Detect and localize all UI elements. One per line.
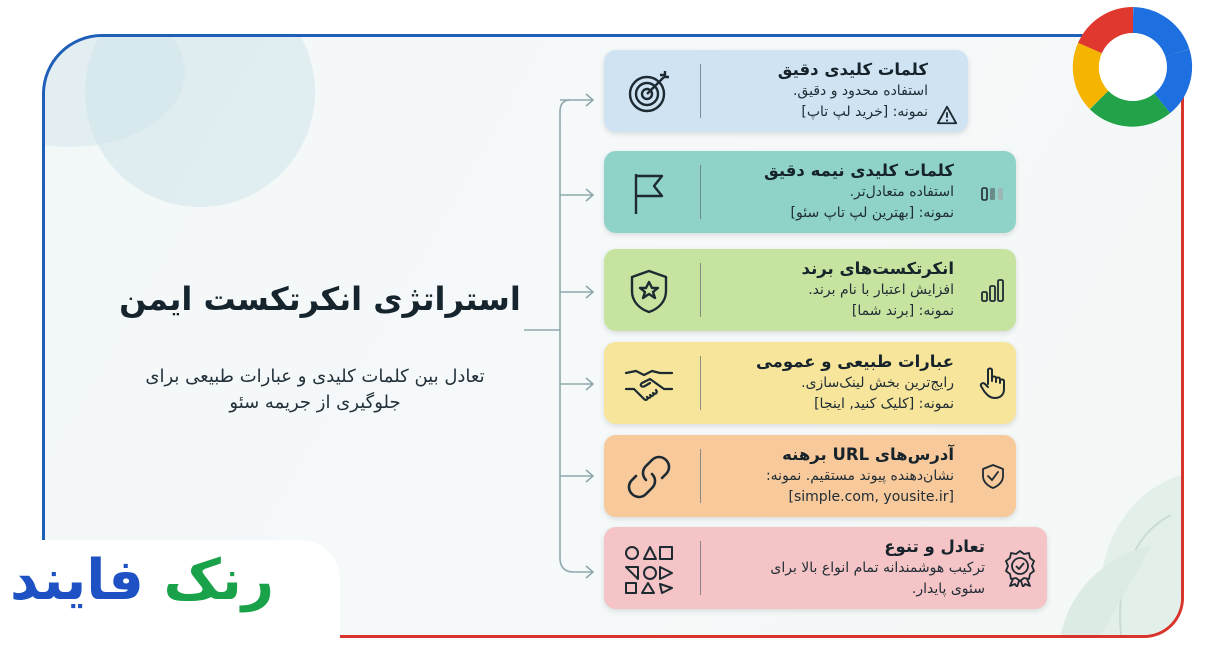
tree-connector	[520, 80, 610, 590]
card-divider	[700, 263, 701, 317]
handshake-icon	[624, 359, 674, 409]
subtitle-line: جلوگیری از جریمه سئو	[229, 392, 401, 414]
card-description: ترکیب هوشمندانه تمام انواع بالا برای	[770, 560, 985, 577]
card-brand-anchors	[604, 249, 1016, 331]
card-naked-urls	[604, 435, 1016, 517]
card-partial-keywords	[604, 151, 1016, 233]
brand-word-green: رنک	[163, 548, 275, 613]
card-title: عبارات طبیعی و عمومی	[755, 352, 954, 371]
card-title: کلمات کلیدی دقیق	[777, 60, 928, 79]
brand-wordmark	[10, 548, 274, 613]
card-example: سئوی پایدار.	[911, 580, 985, 597]
card-example: نمونه: [برند شما]	[851, 302, 954, 319]
link-icon	[624, 452, 674, 502]
card-natural-phrases	[604, 342, 1016, 424]
signal-bars-icon	[980, 277, 1006, 303]
card-text	[778, 59, 928, 122]
target-icon	[624, 67, 674, 117]
card-description: افزایش اعتبار با نام برند.	[808, 282, 954, 299]
card-exact-keywords	[604, 50, 968, 132]
card-divider	[700, 64, 701, 118]
shield-star-icon	[624, 266, 674, 316]
card-title: انکرتکست‌های برند	[801, 259, 954, 278]
shapes-icon	[624, 544, 674, 594]
card-description: نشان‌دهنده پیوند مستقیم. نمونه:	[765, 468, 954, 485]
card-title: کلمات کلیدی نیمه دقیق	[764, 161, 954, 180]
subtitle-line: تعادل بین کلمات کلیدی و عبارات طبیعی برای	[145, 366, 485, 387]
card-title: تعادل و تنوع	[884, 537, 985, 556]
card-text	[766, 444, 954, 507]
page-title: استراتژی انکرتکست ایمن	[119, 280, 521, 318]
card-description: استفاده متعادل‌تر.	[849, 184, 954, 201]
card-divider	[700, 541, 701, 595]
card-text	[764, 160, 954, 223]
card-example: نمونه: [خرید لپ تاپ]	[801, 103, 928, 120]
award-icon	[1003, 549, 1037, 587]
card-example: نمونه: [بهترین لپ تاپ سئو]	[790, 204, 954, 221]
card-text	[802, 258, 954, 321]
card-example: [simple.com, yousite.ir]	[788, 488, 954, 505]
warning-icon	[936, 104, 958, 126]
card-divider	[700, 165, 701, 219]
card-divider	[700, 356, 701, 410]
brand-word-blue: فایند	[10, 548, 144, 613]
title-block	[110, 280, 530, 416]
shield-check-icon	[980, 463, 1006, 489]
card-example: نمونه: [کلیک کنید, اینجا]	[814, 395, 954, 412]
card-text	[756, 351, 954, 414]
card-description: استفاده محدود و دقیق.	[792, 83, 928, 100]
card-divider	[700, 449, 701, 503]
pointer-hand-icon	[978, 366, 1008, 400]
flag-icon	[624, 168, 674, 218]
subtitle	[110, 364, 530, 416]
card-text	[770, 536, 985, 599]
bars-icon	[980, 181, 1006, 207]
brand-ring-logo	[1066, 0, 1200, 134]
card-balance-diversity	[604, 527, 1047, 609]
card-description: رایج‌ترین بخش لینک‌سازی.	[801, 375, 954, 392]
card-title: آدرس‌های URL برهنه	[782, 445, 954, 464]
